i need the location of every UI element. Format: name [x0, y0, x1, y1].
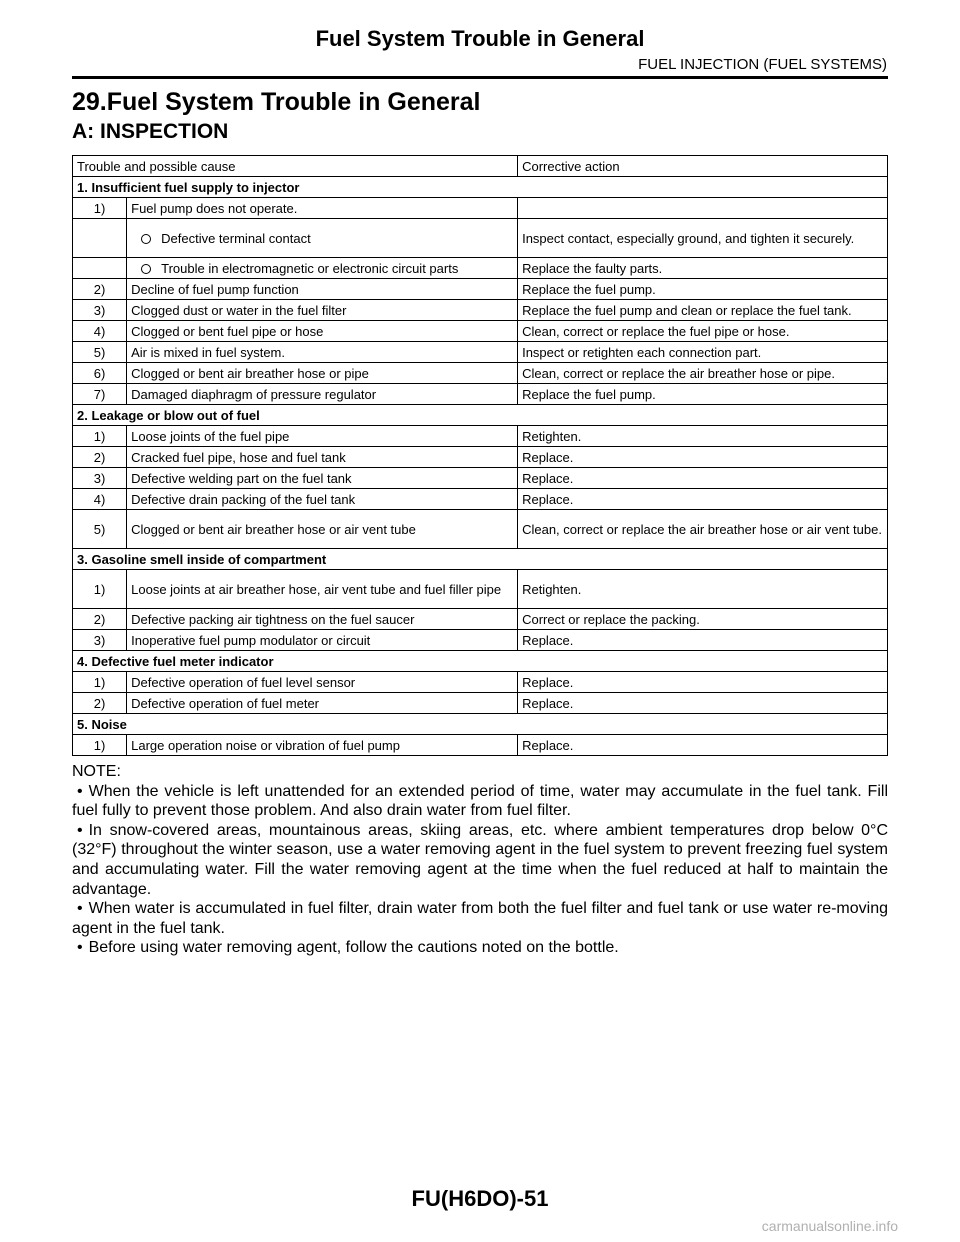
- note-item: • In snow-covered areas, mountainous areas, skiing areas, etc. where ambient temperatures drop below 0°C (32°F) throughout the winter season, use a water removing agent in the fuel system to prevent freezing fuel system and accumulating water. Fill the water removing agent at the time when the fuel reduced at half to maintain the advantage.: [72, 821, 888, 899]
- table-row: [73, 300, 888, 321]
- column-header-cause: Trouble and possible cause: [73, 156, 518, 177]
- note-block: [72, 762, 888, 958]
- header-rule: [72, 76, 888, 79]
- group-title: 5. Noise: [73, 714, 888, 735]
- row-action: [518, 198, 888, 219]
- row-cause: Fuel pump does not operate.: [127, 198, 518, 219]
- row-action: Replace.: [518, 630, 888, 651]
- row-action: Replace the fuel pump.: [518, 279, 888, 300]
- table-row: [73, 630, 888, 651]
- table-row: [73, 468, 888, 489]
- row-number: 5): [73, 510, 127, 549]
- row-cause: [127, 219, 518, 258]
- row-action: Replace.: [518, 735, 888, 756]
- row-number: 5): [73, 342, 127, 363]
- circle-bullet-icon: [141, 264, 151, 274]
- running-header-title: Fuel System Trouble in General: [315, 26, 645, 51]
- row-action: Inspect contact, especially ground, and tighten it securely.: [518, 219, 888, 258]
- running-header-subtitle: FUEL INJECTION (FUEL SYSTEMS): [638, 56, 887, 73]
- group-header-row: [73, 405, 888, 426]
- row-number: 4): [73, 321, 127, 342]
- table-row: [73, 342, 888, 363]
- row-number: [73, 258, 127, 279]
- trouble-table: [72, 155, 888, 756]
- row-cause: Damaged diaphragm of pressure regulator: [127, 384, 518, 405]
- row-cause: Defective welding part on the fuel tank: [127, 468, 518, 489]
- row-cause: Defective drain packing of the fuel tank: [127, 489, 518, 510]
- row-cause: [127, 258, 518, 279]
- table-row: [73, 447, 888, 468]
- table-row: [73, 363, 888, 384]
- row-action: Clean, correct or replace the fuel pipe or hose.: [518, 321, 888, 342]
- row-cause: Air is mixed in fuel system.: [127, 342, 518, 363]
- group-header-row: [73, 549, 888, 570]
- group-title: 1. Insufficient fuel supply to injector: [73, 177, 888, 198]
- row-cause: Large operation noise or vibration of fuel pump: [127, 735, 518, 756]
- row-cause: Clogged or bent air breather hose or pipe: [127, 363, 518, 384]
- column-header-action: Corrective action: [518, 156, 888, 177]
- row-action: Inspect or retighten each connection part.: [518, 342, 888, 363]
- row-action: Replace.: [518, 468, 888, 489]
- table-row: [73, 735, 888, 756]
- table-row: [73, 609, 888, 630]
- row-number: 2): [73, 609, 127, 630]
- table-row: [73, 426, 888, 447]
- row-cause: Clogged or bent fuel pipe or hose: [127, 321, 518, 342]
- row-action: Correct or replace the packing.: [518, 609, 888, 630]
- row-number: 1): [73, 672, 127, 693]
- row-action: Replace.: [518, 447, 888, 468]
- row-cause-text: Defective terminal contact: [161, 230, 311, 246]
- table-row: [73, 258, 888, 279]
- group-title: 4. Defective fuel meter indicator: [73, 651, 888, 672]
- row-cause-text: Trouble in electromagnetic or electronic circuit parts: [161, 260, 459, 276]
- row-number: 3): [73, 300, 127, 321]
- note-item: • Before using water removing agent, follow the cautions noted on the bottle.: [72, 938, 888, 958]
- row-number: 3): [73, 468, 127, 489]
- row-number: 1): [73, 735, 127, 756]
- table-row: [73, 198, 888, 219]
- row-cause: Inoperative fuel pump modulator or circuit: [127, 630, 518, 651]
- row-number: 7): [73, 384, 127, 405]
- row-action: Clean, correct or replace the air breather hose or pipe.: [518, 363, 888, 384]
- row-action: Replace the faulty parts.: [518, 258, 888, 279]
- row-action: Retighten.: [518, 570, 888, 609]
- row-number: [73, 219, 127, 258]
- group-title: 2. Leakage or blow out of fuel: [73, 405, 888, 426]
- group-header-row: [73, 651, 888, 672]
- row-cause: Clogged or bent air breather hose or air vent tube: [127, 510, 518, 549]
- row-cause: Defective operation of fuel meter: [127, 693, 518, 714]
- row-number: 1): [73, 426, 127, 447]
- group-title: 3. Gasoline smell inside of compartment: [73, 549, 888, 570]
- row-number: 3): [73, 630, 127, 651]
- row-number: 2): [73, 447, 127, 468]
- row-cause: Decline of fuel pump function: [127, 279, 518, 300]
- row-action: Replace.: [518, 693, 888, 714]
- note-item: • When water is accumulated in fuel filter, drain water from both the fuel filter and fuel tank or use water re-moving agent in the fuel tank.: [72, 899, 888, 938]
- group-header-row: [73, 714, 888, 735]
- row-number: 1): [73, 198, 127, 219]
- row-number: 1): [73, 570, 127, 609]
- row-action: Replace.: [518, 672, 888, 693]
- row-action: Clean, correct or replace the air breather hose or air vent tube.: [518, 510, 888, 549]
- row-cause: Defective packing air tightness on the fuel saucer: [127, 609, 518, 630]
- circle-bullet-icon: [141, 234, 151, 244]
- row-action: Replace the fuel pump.: [518, 384, 888, 405]
- row-cause: Defective operation of fuel level sensor: [127, 672, 518, 693]
- row-cause: Clogged dust or water in the fuel filter: [127, 300, 518, 321]
- watermark-link[interactable]: carmanualsonline.info: [761, 1218, 898, 1234]
- table-row: [73, 489, 888, 510]
- row-cause: Loose joints at air breather hose, air vent tube and fuel filler pipe: [127, 570, 518, 609]
- note-label: NOTE:: [72, 763, 121, 780]
- row-action: Retighten.: [518, 426, 888, 447]
- row-number: 2): [73, 279, 127, 300]
- page-number: FU(H6DO)-51: [411, 1186, 549, 1211]
- group-header-row: [73, 177, 888, 198]
- row-number: 2): [73, 693, 127, 714]
- note-item: • When the vehicle is left unattended for an extended period of time, water may accumulate in the fuel tank. Fill fuel fully to prevent those problem. And also drain water from fuel filter.: [72, 782, 888, 821]
- table-row: [73, 693, 888, 714]
- table-row: [73, 219, 888, 258]
- row-action: Replace.: [518, 489, 888, 510]
- table-row: [73, 321, 888, 342]
- row-number: 6): [73, 363, 127, 384]
- row-cause: Loose joints of the fuel pipe: [127, 426, 518, 447]
- row-cause: Cracked fuel pipe, hose and fuel tank: [127, 447, 518, 468]
- table-row: [73, 384, 888, 405]
- table-row: [73, 570, 888, 609]
- table-row: [73, 510, 888, 549]
- section-subtitle: A: INSPECTION: [72, 120, 229, 143]
- table-row: [73, 279, 888, 300]
- row-number: 4): [73, 489, 127, 510]
- table-row: [73, 672, 888, 693]
- table-header-row: [73, 156, 888, 177]
- section-title: 29.Fuel System Trouble in General: [72, 88, 481, 116]
- row-action: Replace the fuel pump and clean or replace the fuel tank.: [518, 300, 888, 321]
